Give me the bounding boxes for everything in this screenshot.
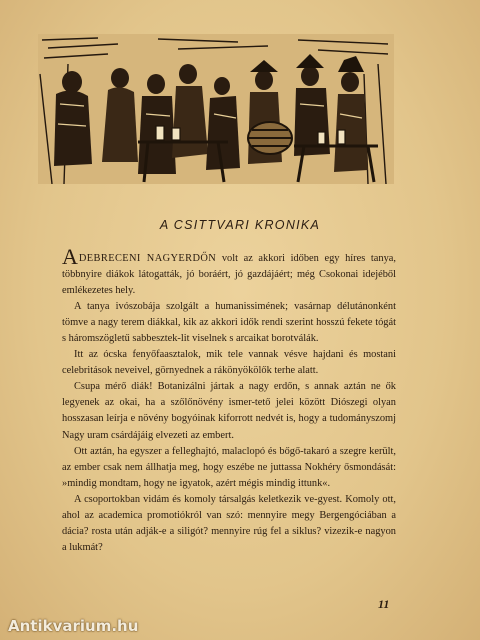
paragraph [62,244,396,299]
paragraph: A tanya ivószobája szolgált a humanissimének; vasárnap délutánonként tömve a nagy terem diákkal, kik az akkori idők rendi szerint hosszú fekete tógát s háromszögletű sabbesztek-lit viselnek s arcaikat borotválák. [62,301,396,345]
chapter-title: A CSITTVARI KRONIKA [159,218,321,232]
watermark [0,612,480,640]
page-number: 11 [378,597,390,611]
drop-cap: A [62,244,78,269]
smallcaps-opening: DEBRECENI NAGYERDŐN [78,253,217,264]
paragraph: A csoportokban vidám és komoly társalgás keletkezik ve-gyest. Komoly ott, ahol az academica promotiókról van szó: mennyire megy Bergengóciában a dácia? rosta után adják-e a siligót? mennyire rúg fel a siklus? vizezik-e nagyon a lukmát? [62,493,396,553]
tavern-woodcut-illustration [38,34,394,184]
paragraph: Itt az ócska fenyőfaasztalok, mik tele vannak vésve hajdani és mostani celebritások neveivel, görnyednek a rákönyökölők terhe alatt. [62,349,396,377]
paragraph: Csupa mérő diák! Botanizálni jártak a nagy erdőn, s annak aztán ne ők legyenek az okai, ha a szőlőnövény ismer-tető jelei között Diószegi olyan hosszasan leírja e növény bogyóinak kiforrott nedvét is, hogy a tudományszomj Nagy uram csárdájáig elvezeti az embert. [62,381,396,441]
watermark-text: Antikvarium.hu [8,617,139,635]
paragraph: Ott aztán, ha egyszer a felleghajtó, malaclopó és bőgő-takaró a szegre került, az ember csak nem állhatja meg, hogy eszébe ne juttassa Nokhéry ősmondását: »mindig mondtam, hogy ne igyatok, azért mégis mindig ittunk«. [62,445,396,489]
body-text [62,244,396,556]
paragraph-text: volt az akkori időben egy híres tanya, többnyire diákok látogatták, jó boráért, jó gazdájáért; még Csokonai idejéből emlékezetes hely. [62,253,396,297]
